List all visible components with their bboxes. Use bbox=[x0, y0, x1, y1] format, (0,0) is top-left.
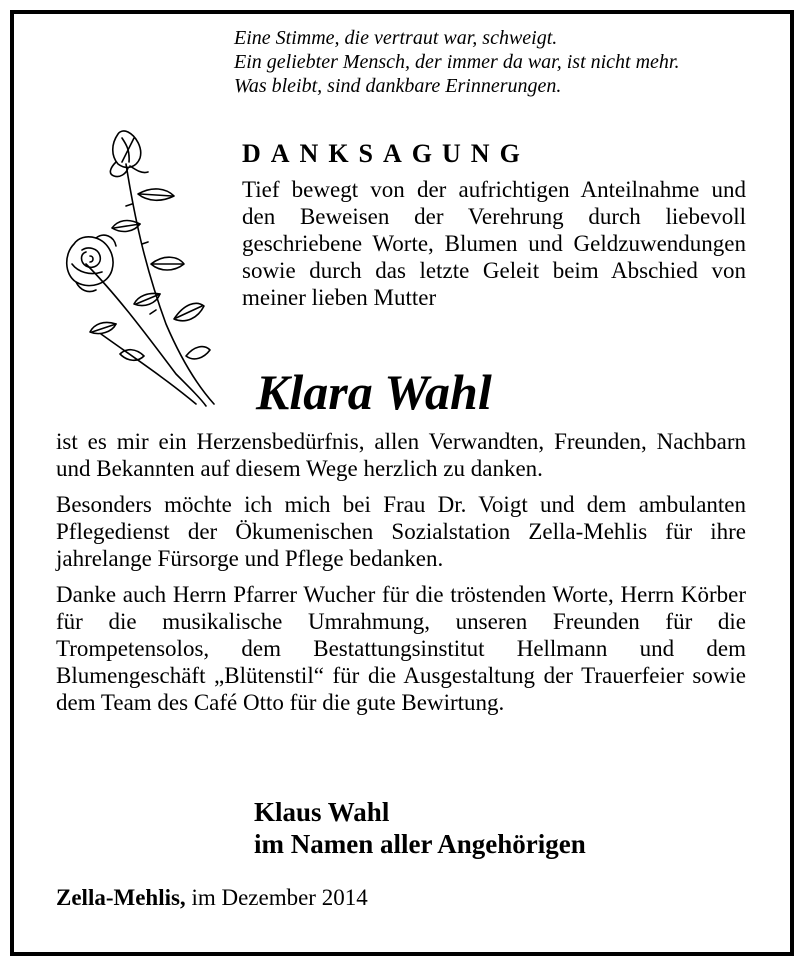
notice-body bbox=[56, 428, 746, 725]
footer-place: Zella-Mehlis, bbox=[56, 885, 186, 910]
motto-line-2: Ein geliebter Mensch, der immer da war, ist nicht mehr. bbox=[234, 51, 680, 73]
signature-name: Klaus Wahl bbox=[254, 797, 390, 827]
motto-line-3: Was bleibt, sind dankbare Erinnerungen. bbox=[234, 75, 562, 97]
rose-drawing-icon bbox=[56, 124, 231, 409]
intro-text: Tief bewegt von der aufrichtigen Anteilnahme und den Beweisen der Verehrung durch liebevoll geschriebene Worte, Blumen und Geldzuwendungen sowie durch das letzte Geleit beim Abschied von meiner lieben Mutter bbox=[242, 177, 746, 310]
deceased-name: Klara Wahl bbox=[256, 364, 492, 420]
notice-heading: DANKSAGUNG bbox=[242, 139, 530, 168]
signature-block bbox=[254, 796, 586, 860]
thanks-paragraph-2: Besonders möchte ich mich bei Frau Dr. Voigt und dem ambulanten Pflegedienst der Ökumenischen Sozialstation Zella-Mehlis für ihre jahrelange Fürsorge und Pflege bedanken. bbox=[56, 492, 746, 571]
thanks-paragraph-3: Danke auch Herrn Pfarrer Wucher für die tröstenden Worte, Herrn Körber für die musikalische Umrahmung, unseren Freunden für die Trompetensolos, dem Bestattungsinstitut Hellmann und dem Blumengeschäft „Blütenstil“ für die Ausgestaltung der Trauerfeier sowie dem Team des Café Otto für die gute Bewirtung. bbox=[56, 582, 746, 715]
place-date-line bbox=[56, 884, 368, 912]
signature-subtitle: im Namen aller Angehörigen bbox=[254, 829, 586, 859]
motto-verse bbox=[234, 26, 774, 98]
footer-date: im Dezember 2014 bbox=[191, 885, 368, 910]
motto-line-1: Eine Stimme, die vertraut war, schweigt. bbox=[234, 27, 558, 49]
thanks-paragraph-1: ist es mir ein Herzensbedürfnis, allen Verwandten, Freunden, Nachbarn und Bekannten auf diesem Wege herzlich zu danken. bbox=[56, 429, 746, 481]
